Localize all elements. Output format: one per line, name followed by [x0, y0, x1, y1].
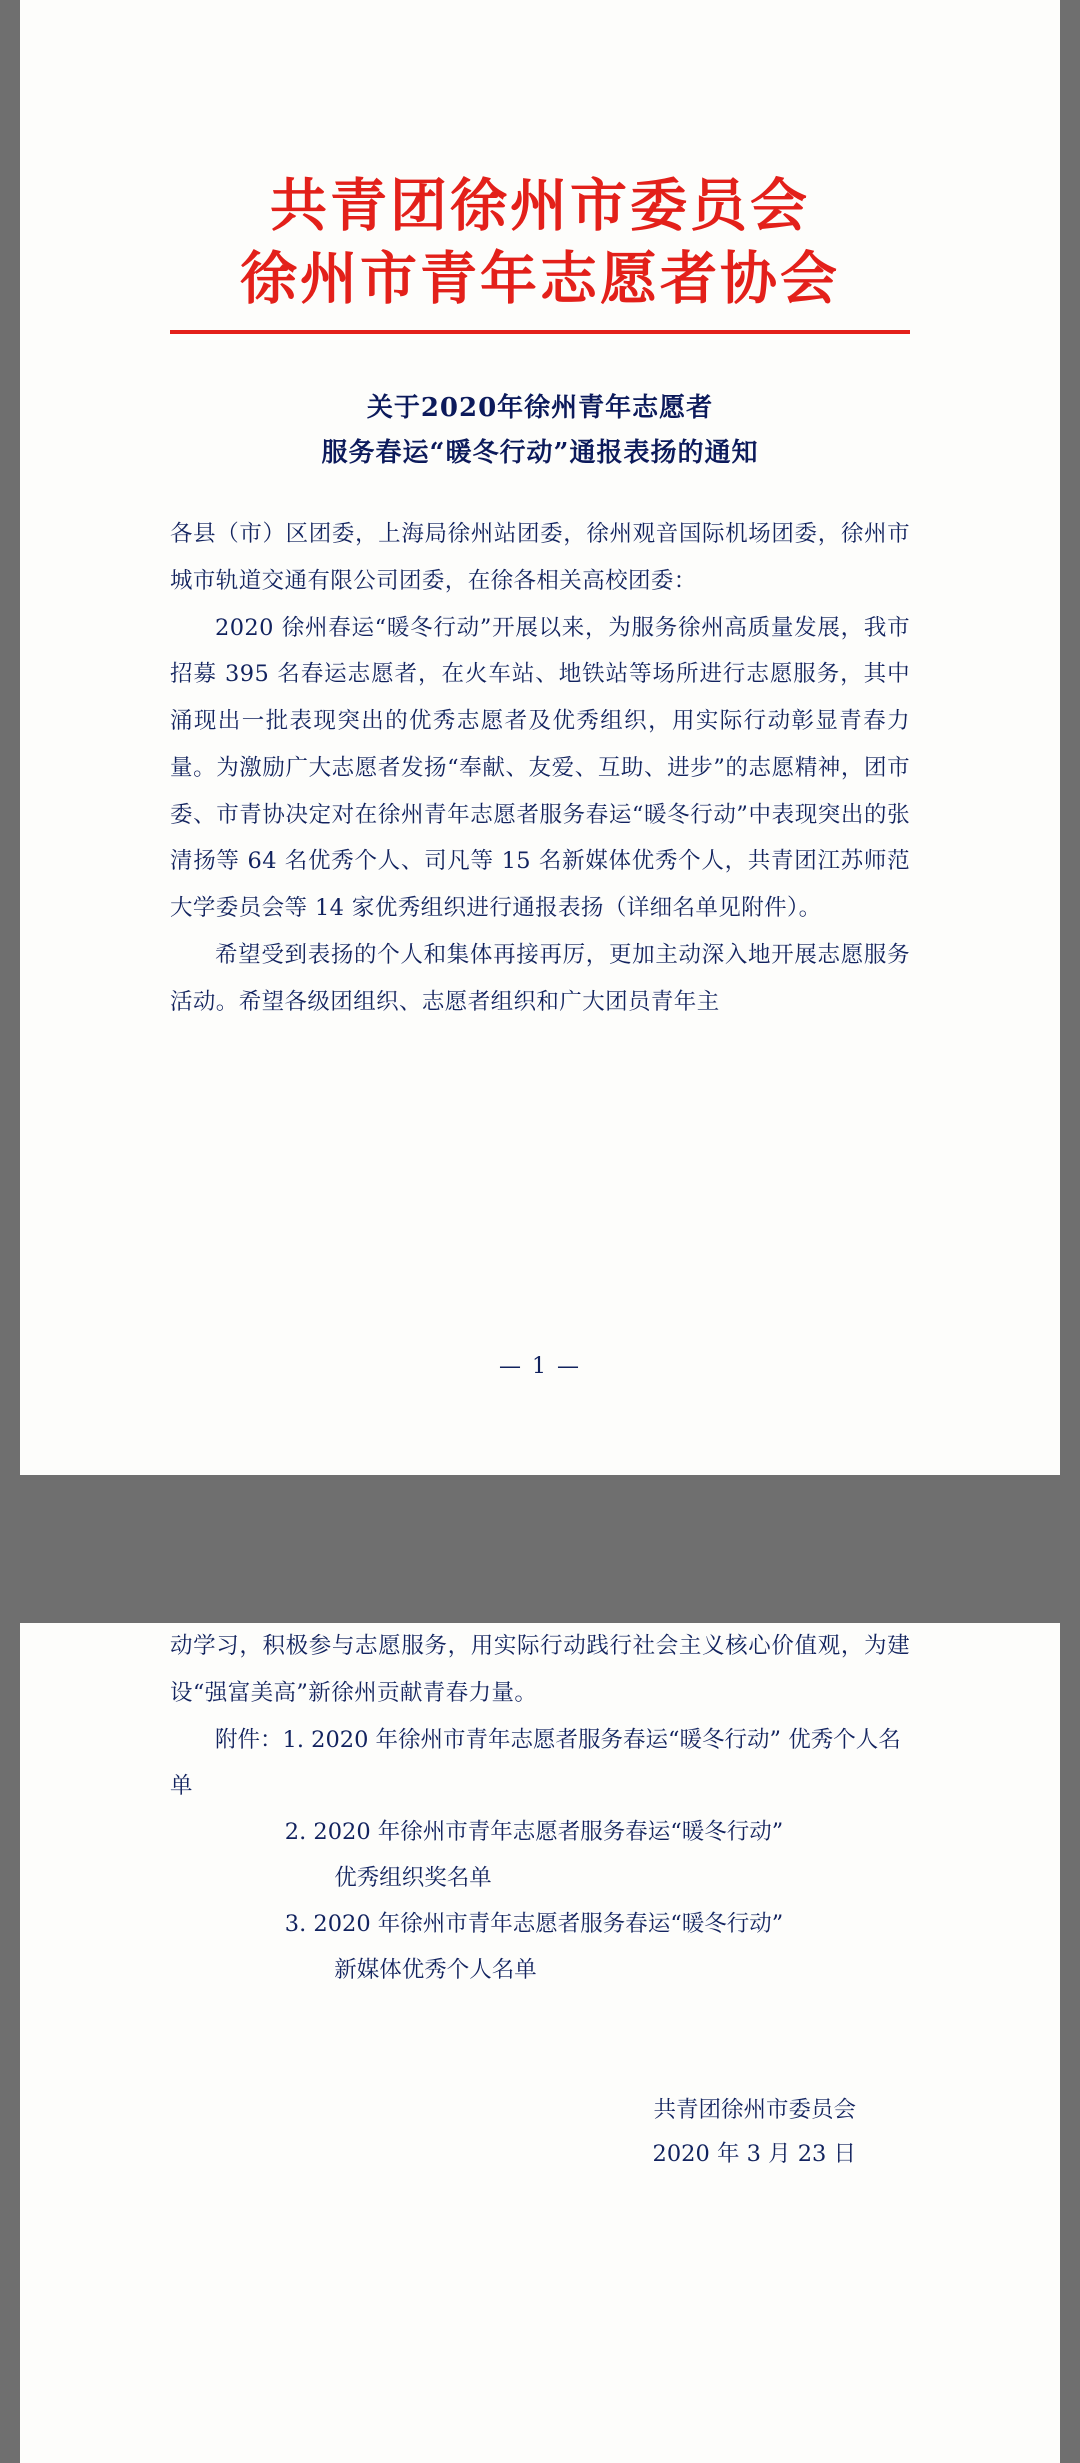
- page-separator: [0, 1475, 1080, 1495]
- page2-body: [170, 1623, 910, 1717]
- attachment-list-label: [170, 1717, 910, 1809]
- attachment-list: [170, 1717, 910, 1994]
- masthead-red-rule: [170, 330, 910, 334]
- attachment-item-2: [170, 1809, 910, 1901]
- page-title: [170, 386, 910, 477]
- masthead-line-1: 共青团徐州市委员会: [270, 172, 810, 239]
- salutation: 各县（市）区团委，上海局徐州站团委，徐州观音国际机场团委，徐州市城市轨道交通有限公司团委，在徐各相关高校团委：: [170, 520, 910, 594]
- page1-body: [170, 511, 910, 1026]
- paragraph-2: 希望受到表扬的个人和集体再接再厉，更加主动深入地开展志愿服务活动。希望各级团组织、志愿者组织和广大团员青年主: [170, 942, 910, 1015]
- attachment-2-line-1: 2020 年徐州市青年志愿者服务春运“暖冬行动”: [313, 1818, 784, 1845]
- paragraph-1: 2020 徐州春运“暖冬行动”开展以来，为服务徐州高质量发展，我市招募 395 名春运志愿者，在火车站、地铁站等场所进行志愿服务，其中涌现出一批表现突出的优秀志愿者及优秀组织，用实际行动彰显青春力量。为激励广大志愿者发扬“奉献、友爱、互助、进步”的志愿精神，团市委、市青协决定对在徐州青年志愿者服务春运“暖冬行动”中表现突出的张清扬等 64 名优秀个人、司凡等 15 名新媒体优秀个人，共青团江苏师范大学委员会等 14 家优秀组织进行通报表扬（详细名单见附件）。: [170, 614, 910, 922]
- attachment-2-line-2: 优秀组织奖名单: [334, 1864, 492, 1891]
- attachment-1-line-2: 优秀个人名单: [170, 1726, 901, 1799]
- page-number: — 1 —: [499, 1354, 581, 1379]
- page-title-line-1: 关于2020年徐州青年志愿者: [366, 392, 714, 423]
- document-page-2: [20, 1623, 1060, 2463]
- paragraph-3: 动学习，积极参与志愿服务，用实际行动践行社会主义核心价值观，为建设“强富美高”新徐州贡献青春力量。: [170, 1633, 910, 1706]
- masthead-line-2: 徐州市青年志愿者协会: [240, 244, 840, 312]
- document-page-1: [20, 0, 1060, 1475]
- attachment-3-number: 3.: [284, 1911, 307, 1938]
- attachment-3-line-2: 新媒体优秀个人名单: [334, 1957, 537, 1984]
- attachment-1-number: 1.: [282, 1726, 304, 1753]
- issuing-organization: 共青团徐州市委员会: [653, 2097, 856, 2124]
- attachment-1-line-1: 2020 年徐州市青年志愿者服务春运“暖冬行动”: [311, 1726, 782, 1753]
- attachment-2-number: 2.: [284, 1818, 307, 1845]
- attachment-item-3: [170, 1901, 910, 1993]
- attachments-label-text: 附件：: [215, 1726, 283, 1753]
- issue-date: 2020 年 3 月 23 日: [652, 2141, 856, 2168]
- page-title-line-2: 服务春运“暖冬行动”通报表扬的通知: [321, 438, 759, 469]
- signature-block: [170, 2089, 910, 2177]
- attachment-3-line-1: 2020 年徐州市青年志愿者服务春运“暖冬行动”: [313, 1911, 784, 1938]
- masthead: [170, 0, 910, 334]
